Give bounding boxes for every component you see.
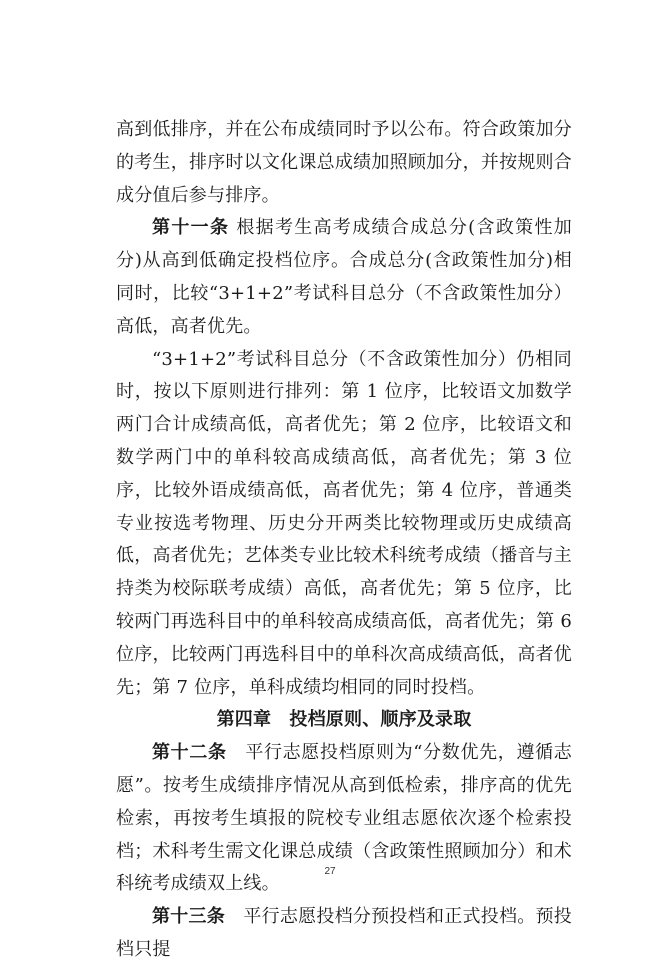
article-13-text: 平行志愿投档分预投档和正式投档。预投档只提 [116, 906, 572, 960]
page-number: 27 [324, 866, 336, 877]
article-13-label: 第十三条 [152, 906, 226, 928]
document-body [116, 114, 572, 967]
article-11 [116, 212, 572, 343]
tiebreak-rules-paragraph: “3+1+2”考试科目总分（不含政策性加分）仍相同时，按以下原则进行排列：第 1 位序，比较语文加数学两门合计成绩高低，高者优先；第 2 位序，比较语文和数学两门中的单科较高成绩高低，高者优先；第 3 位序，比较外语成绩高低，高者优先；第 4 位序，普通类专业按选考物理、历史分开两类比较物理或历史成绩高低，高者优先；艺体类专业比较术科统考成绩（播音与主持类为校际联考成绩）高低，高者优先；第 5 位序，比较两门再选科目中的单科较高成绩高低，高者优先；第 6 位序，比较两门再选科目中的单科次高成绩高低，高者优先；第 7 位序，单科成绩均相同的同时投档。 [116, 348, 572, 698]
chapter-heading: 第四章 投档原则、顺序及录取 [216, 709, 472, 731]
article-12-label: 第十二条 [152, 742, 227, 764]
paragraph-continuation: 高到低排序，并在公布成绩同时予以公布。符合政策加分的考生，排序时以文化课总成绩加照顾加分，并按规则合成分值后参与排序。 [116, 119, 572, 206]
article-12-text: 平行志愿投档原则为“分数优先，遵循志愿”。按考生成绩排序情况从高到低检索，排序高的优先检索，再按考生填报的院校专业组志愿依次逐个检索投档；术科考生需文化课总成绩（含政策性照顾加分）和术科统考成绩双上线。 [116, 742, 572, 895]
article-11-label: 第十一条 [152, 217, 230, 239]
article-13 [116, 901, 572, 967]
article-11-text: 根据考生高考成绩合成总分(含政策性加分)从高到低确定投档位序。合成总分(含政策性加分)相同时，比较“3+1+2”考试科目总分（不含政策性加分）高低，高者优先。 [116, 217, 572, 337]
